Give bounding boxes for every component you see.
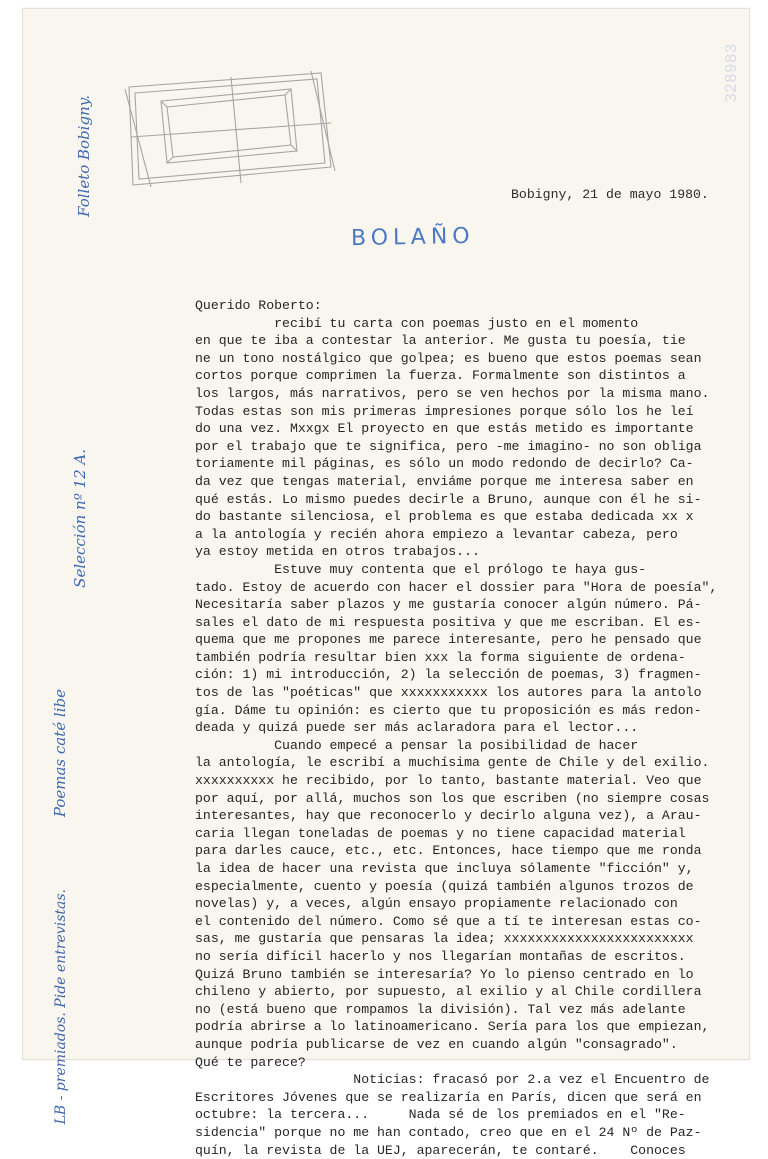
letter-line: octubre: la tercera... Nada sé de los premiados en el "Re- (195, 1106, 715, 1124)
letter-line: tado. Estoy de acuerdo con hacer el dossier para "Hora de poesía", (195, 579, 715, 597)
letter-line: ne un tono nostálgico que golpea; es bueno que estos poemas sean (195, 350, 715, 368)
letter-line: ya estoy metida en otros trabajos... (195, 543, 715, 561)
letter-line: chileno y abierto, por supuesto, al exilio y al Chile cordillera (195, 983, 715, 1001)
margin-note-seleccion: Selección nº 12 A. (71, 449, 89, 588)
handwritten-name-annotation: BOLAÑO (351, 224, 475, 251)
letter-line: da vez que tengas material, enviáme porque me interesa saber en (195, 473, 715, 491)
letter-line: ción: 1) mi introducción, 2) la selección de poemas, 3) fragmen- (195, 666, 715, 684)
letter-line: Quizá Bruno también se interesaría? Yo lo pienso centrado en lo (195, 966, 715, 984)
letter-line: gía. Dáme tu opinión: es cierto que tu proposición es más redon- (195, 702, 715, 720)
letter-line: do una vez. Mxxgx El proyecto en que estás metido es importante (195, 420, 715, 438)
letter-line: toriamente mil páginas, es sólo un modo redondo de decirlo? Ca- (195, 455, 715, 473)
pencil-sketch (121, 67, 351, 197)
letter-line: sidencia" porque no me han contado, creo que en el 24 Nº de Paz- (195, 1124, 715, 1142)
letter-line: deada y quizá puede ser más aclaradora para el lector... (195, 719, 715, 737)
letter-line: a la antología y recién ahora empiezo a levantar cabeza, pero (195, 526, 715, 544)
letter-line: los largos, más narrativos, pero se ven hechos por la misma mano. (195, 385, 715, 403)
letter-line: para darles cauce, etc., etc. Entonces, hace tiempo que me ronda (195, 842, 715, 860)
letter-line: no sería difícil hacerlo y nos llegarían montañas de escritos. (195, 948, 715, 966)
letter-line: por aquí, por allá, muchos son los que escriben (no siempre cosas (195, 790, 715, 808)
letter-line: Estuve muy contenta que el prólogo te haya gus- (195, 561, 715, 579)
letter-line: por el trabajo que te significa, pero -me imagino- no son obliga (195, 438, 715, 456)
letter-line: qué estás. Lo mismo puedes decirle a Bruno, aunque con él he si- (195, 491, 715, 509)
letter-line: Noticias: fracasó por 2.a vez el Encuentro de (195, 1071, 715, 1089)
margin-note-folleto: Folleto Bobigny. (75, 95, 93, 217)
letter-line: Necesitaría saber plazos y me gustaría conocer algún número. Pá- (195, 596, 715, 614)
letter-line: recibí tu carta con poemas justo en el momento (195, 315, 715, 333)
letter-line: la antología, le escribí a muchísima gente de Chile y del exilio. (195, 754, 715, 772)
letter-line: Cuando empecé a pensar la posibilidad de hacer (195, 737, 715, 755)
letter-line: sas, me gustaría que pensaras la idea; xxxxxxxxxxxxxxxxxxxxxxxx (195, 930, 715, 948)
letter-line: tos de las "poéticas" que xxxxxxxxxxx los autores para la antolo (195, 684, 715, 702)
letter-line: Todas estas son mis primeras impresiones porque sólo los he leí (195, 403, 715, 421)
margin-note-poemas: Poemas caté libe (51, 689, 69, 817)
letter-line: en que te iba a contestar la anterior. Me gusta tu poesía, tie (195, 332, 715, 350)
letter-line: Escritores Jóvenes que se realizaría en París, dicen que será en (195, 1089, 715, 1107)
letter-sheet (22, 8, 750, 1060)
letter-line: do bastante silenciosa, el problema es que estaba dedicada xx x (195, 508, 715, 526)
margin-note-premiados: LB - premiados. Pide entrevistas. (53, 889, 69, 1124)
letter-line: interesantes, hay que reconocerlo y decirlo alguna vez), a Arau- (195, 807, 715, 825)
letter-line: quema que me propones me parece interesante, pero he pensado que (195, 631, 715, 649)
letter-body (195, 297, 715, 1159)
letter-line: también podría resultar bien xxx la forma siguiente de ordena- (195, 649, 715, 667)
letter-line: la idea de hacer una revista que incluya sólamente "ficción" y, (195, 860, 715, 878)
letter-line: aunque podría publicarse de vez en cuando algún "consagrado". (195, 1036, 715, 1054)
letter-line: Querido Roberto: (195, 297, 715, 315)
letter-line: especialmente, cuento y poesía (quizá también algunos trozos de (195, 878, 715, 896)
letter-line: no (está bueno que rompamos la división). Tal vez más adelante (195, 1001, 715, 1019)
letter-line: podría abrirse a lo latinoamericano. Sería para los que empiezan, (195, 1018, 715, 1036)
archive-stamp: 328983 (723, 43, 741, 102)
letter-line: cortos porque comprimen la fuerza. Formalmente son distintos a (195, 367, 715, 385)
letter-line: sales el dato de mi respuesta positiva y que me escriban. El es- (195, 614, 715, 632)
letter-line: novelas) y, a veces, algún ensayo propiamente relacionado con (195, 895, 715, 913)
letter-line: el contenido del número. Como sé que a tí te interesan estas co- (195, 913, 715, 931)
letter-line: Qué te parece? (195, 1054, 715, 1072)
letter-line: quín, la revista de la UEJ, aparecerán, te contaré. Conoces (195, 1142, 715, 1159)
letter-line: xxxxxxxxxx he recibido, por lo tanto, bastante material. Veo que (195, 772, 715, 790)
letter-date: Bobigny, 21 de mayo 1980. (511, 187, 709, 202)
letter-line: caria llegan toneladas de poemas y no tiene capacidad material (195, 825, 715, 843)
